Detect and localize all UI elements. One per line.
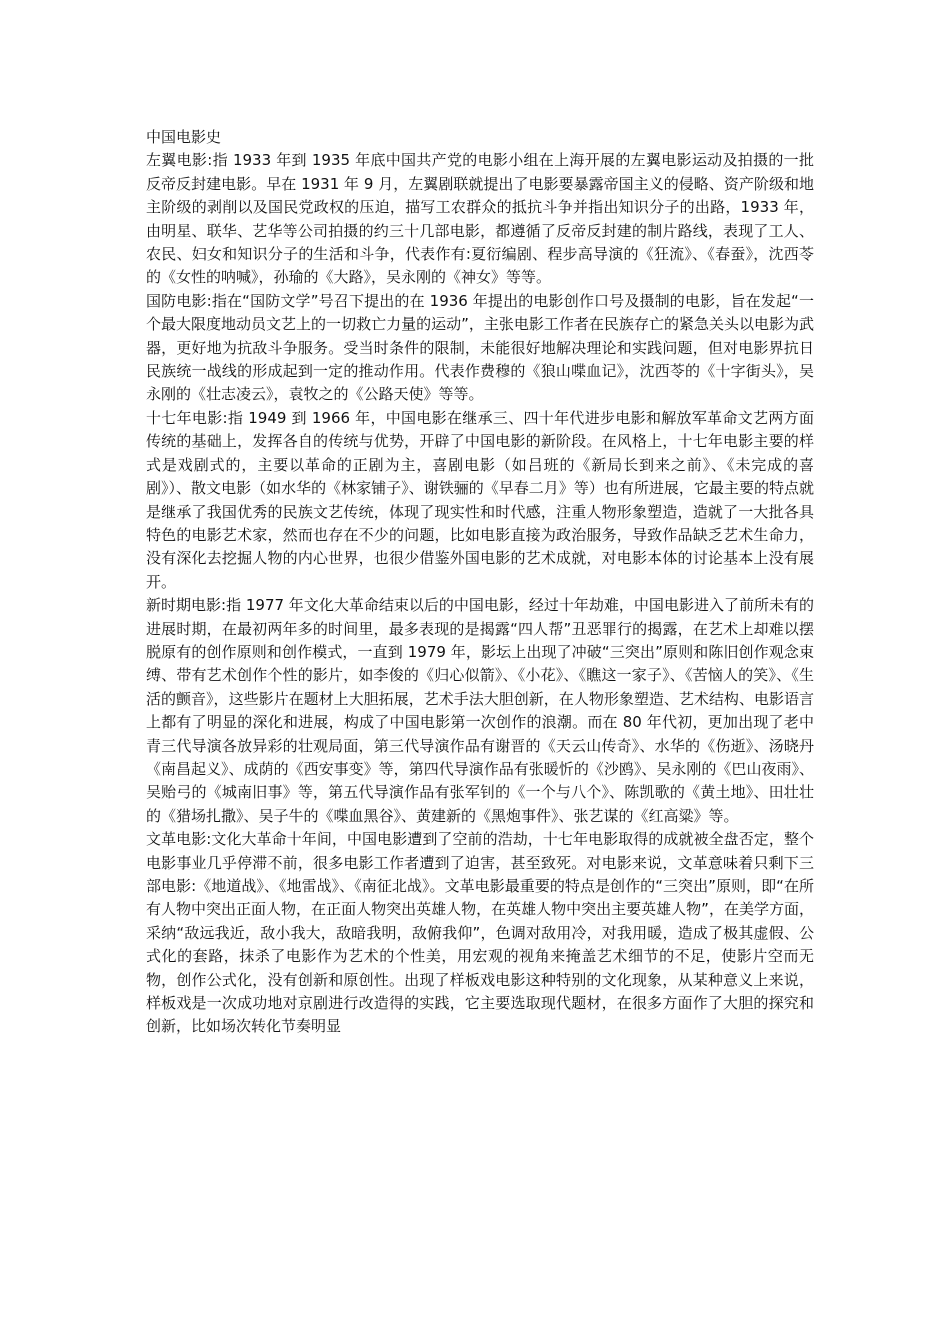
document-page — [146, 126, 814, 1039]
paragraph-national-defense-film: 国防电影:指在“国防文学”号召下提出的在 1936 年提出的电影创作口号及摄制的电影，旨在发起“一个最大限度地动员文艺上的一切救亡力量的运动”，主张电影工作者在民族存亡的紧急关头以电影为武器，更好地为抗敌斗争服务。受当时条件的限制，未能很好地解决理论和实践问题，但对电影界抗日民族统一战线的形成起到一定的推动作用。代表作费穆的《狼山喋血记》，沈西苓的《十字街头》，吴永刚的《壮志凌云》，袁牧之的《公路天使》等等。 — [146, 291, 814, 404]
paragraph-seventeen-years-film: 十七年电影:指 1949 到 1966 年，中国电影在继承三、四十年代进步电影和解放军革命文艺两方面传统的基础上，发挥各自的传统与优势，开辟了中国电影的新阶段。在风格上，十七年电影主要的样式是戏剧式的，主要以革命的正剧为主，喜剧电影（如吕班的《新局长到来之前》、《未完成的喜剧》）、散文电影（如水华的《林家铺子》、谢铁骊的《早春二月》等）也有所进展，它最主要的特点就是继承了我国优秀的民族文艺传统，体现了现实性和时代感，注重人物形象塑造，造就了一大批各具特色的电影艺术家，然而也存在不少的问题，比如电影直接为政治服务，导致作品缺乏艺术生命力，没有深化去挖掘人物的内心世界，也很少借鉴外国电影的艺术成就，对电影本体的讨论基本上没有展开。 — [146, 408, 814, 591]
paragraph-cultural-revolution-film: 文革电影:文化大革命十年间，中国电影遭到了空前的浩劫，十七年电影取得的成就被全盘否定，整个电影事业几乎停滞不前，很多电影工作者遭到了迫害，甚至致死。对电影来说，文革意味着只剩下三部电影:《地道战》、《地雷战》、《南征北战》。文革电影最重要的特点是创作的“三突出”原则，即“在所有人物中突出正面人物，在正面人物突出英雄人物，在英雄人物中突出主要英雄人物”，在美学方面，采纳“敌远我近，敌小我大，敌暗我明，敌俯我仰”，色调对敌用冷，对我用暖，造成了极其虚假、公式化的套路，抹杀了电影作为艺术的个性美，用宏观的视角来掩盖艺术细节的不足，使影片空而无物，创作公式化，没有创新和原创性。出现了样板戏电影这种特别的文化现象，从某种意义上来说，样板戏是一次成功地对京剧进行改造得的实践，它主要选取现代题材，在很多方面作了大胆的探究和创新，比如场次转化节奏明显 — [146, 830, 814, 1036]
paragraph-new-era-film: 新时期电影:指 1977 年文化大革命结束以后的中国电影，经过十年劫难，中国电影进入了前所未有的进展时期，在最初两年多的时间里，最多表现的是揭露“四人帮”丑恶罪行的揭露，在艺术上却难以摆脱原有的创作原则和创作模式，一直到 1979 年，影坛上出现了冲破“三突出”原则和陈旧创作观念束缚、带有艺术创作个性的影片，如李俊的《归心似箭》、《小花》、《瞧这一家子》、《苦恼人的笑》、《生活的颤音》，这些影片在题材上大胆拓展，艺术手法大胆创新，在人物形象塑造、艺术结构、电影语言上都有了明显的深化和进展，构成了中国电影第一次创作的浪潮。而在 80 年代初，更加出现了老中青三代导演各放异彩的壮观局面，第三代导演作品有谢晋的《天云山传奇》、水华的《伤逝》、汤晓丹《南昌起义》、成荫的《西安事变》等，第四代导演作品有张暖忻的《沙鸥》、吴永刚的《巴山夜雨》、吴贻弓的《城南旧事》等，第五代导演作品有张军钊的《一个与八个》、陈凯歌的《黄土地》、田壮壮的《猎场扎撒》、吴子牛的《喋血黑谷》、黄建新的《黑炮事件》、张艺谋的《红高粱》等。 — [146, 596, 814, 825]
paragraph-left-wing-film: 左翼电影:指 1933 年到 1935 年底中国共产党的电影小组在上海开展的左翼电影运动及拍摄的一批反帝反封建电影。早在 1931 年 9 月，左翼剧联就提出了电影要暴露帝国主义的侵略、资产阶级和地主阶级的剥削以及国民党政权的压迫，描写工农群众的抵抗斗争并指出知识分子的出路，1933 年，由明星、联华、艺华等公司拍摄的约三十几部电影，都遵循了反帝反封建的制片路线，表现了工人、农民、妇女和知识分子的生活和斗争，代表作有:夏衍编剧、程步高导演的《狂流》、《春蚕》，沈西苓的《女性的呐喊》，孙瑜的《大路》，吴永刚的《神女》等等。 — [146, 151, 814, 287]
document-title: 中国电影史 — [146, 128, 222, 146]
